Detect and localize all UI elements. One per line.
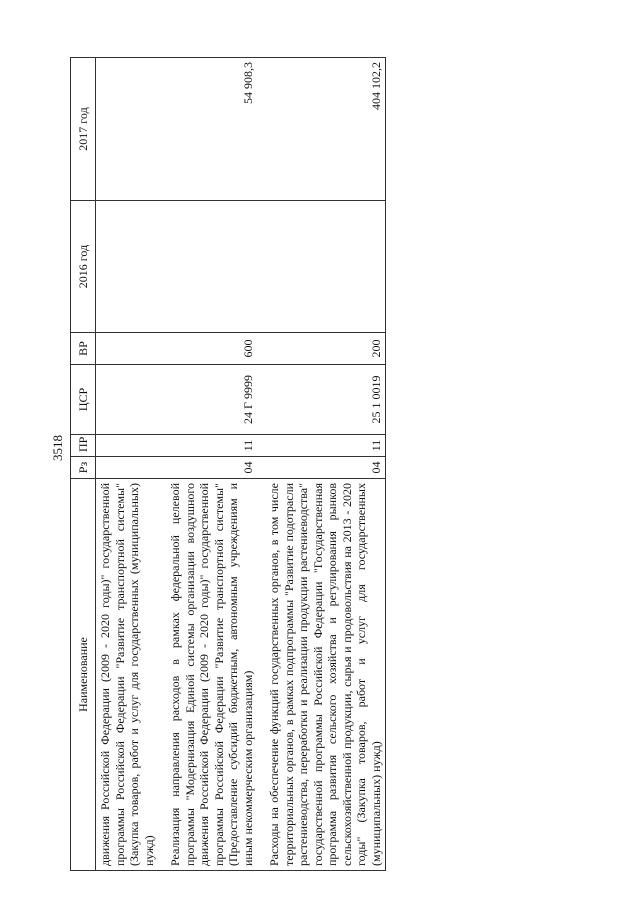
budget-table bbox=[70, 57, 386, 871]
row-vr: 200 bbox=[265, 333, 386, 365]
row-spacer bbox=[158, 58, 166, 871]
row-spacer bbox=[257, 58, 265, 871]
row-pr bbox=[96, 435, 159, 457]
row-vr: 600 bbox=[166, 333, 257, 365]
row-csr: 24 Г 9999 bbox=[166, 365, 257, 435]
row-name: движения Российской Федерации (2009 - 2020 годы)" государственной программы Российской Федерации "Развитие транспортной системы" (Закупка товаров, работ и услуг для государственных (муниципальных) нужд) bbox=[96, 479, 159, 871]
table-row bbox=[96, 58, 159, 871]
row-csr: 25 1 0019 bbox=[265, 365, 386, 435]
row-csr bbox=[96, 365, 159, 435]
row-2016 bbox=[265, 201, 386, 333]
row-pr: 11 bbox=[265, 435, 386, 457]
row-2017: 404 102,2 bbox=[265, 58, 386, 201]
header-row bbox=[71, 58, 96, 871]
row-rz bbox=[96, 457, 159, 479]
budget-table-container bbox=[70, 58, 590, 871]
header-rz: Рз bbox=[71, 457, 96, 479]
header-2016: 2016 год bbox=[71, 201, 96, 333]
row-vr bbox=[96, 333, 159, 365]
header-vr: ВР bbox=[71, 333, 96, 365]
row-2016 bbox=[166, 201, 257, 333]
row-2017: 54 908,3 bbox=[166, 58, 257, 201]
row-rz: 04 bbox=[265, 457, 386, 479]
budget-table-rotated bbox=[70, 58, 590, 871]
page-number: 3518 bbox=[50, 435, 65, 461]
table-row bbox=[166, 58, 257, 871]
row-rz: 04 bbox=[166, 457, 257, 479]
header-pr: ПР bbox=[71, 435, 96, 457]
row-2016 bbox=[96, 201, 159, 333]
header-name: Наименование bbox=[71, 479, 96, 871]
row-pr: 11 bbox=[166, 435, 257, 457]
header-csr: ЦСР bbox=[71, 365, 96, 435]
table-row bbox=[265, 58, 386, 871]
header-2017: 2017 год bbox=[71, 58, 96, 201]
row-name: Расходы на обеспечение функций государственных органов, в том числе территориальных органов, в рамках подпрограммы "Развитие подотрасли растениеводства, переработки и реализации продукции растениеводства" государственной программы Российской Федерации "Государственная программа развития сельского хозяйства и регулирования рынков сельскохозяйственной продукции, сырья и продовольствия на 2013 - 2020 годы" (Закупка товаров, работ и услуг для государственных (муниципальных) нужд) bbox=[265, 479, 386, 871]
row-name: Реализация направления расходов в рамках федеральной целевой программы "Модернизация Единой системы организации воздушного движения Российской Федерации (2009 - 2020 годы)" государственной программы Российской Федерации "Развитие транспортной системы" (Предоставление субсидий бюджетным, автономным учреждениям и иным некоммерческим организациям) bbox=[166, 479, 257, 871]
row-2017 bbox=[96, 58, 159, 201]
